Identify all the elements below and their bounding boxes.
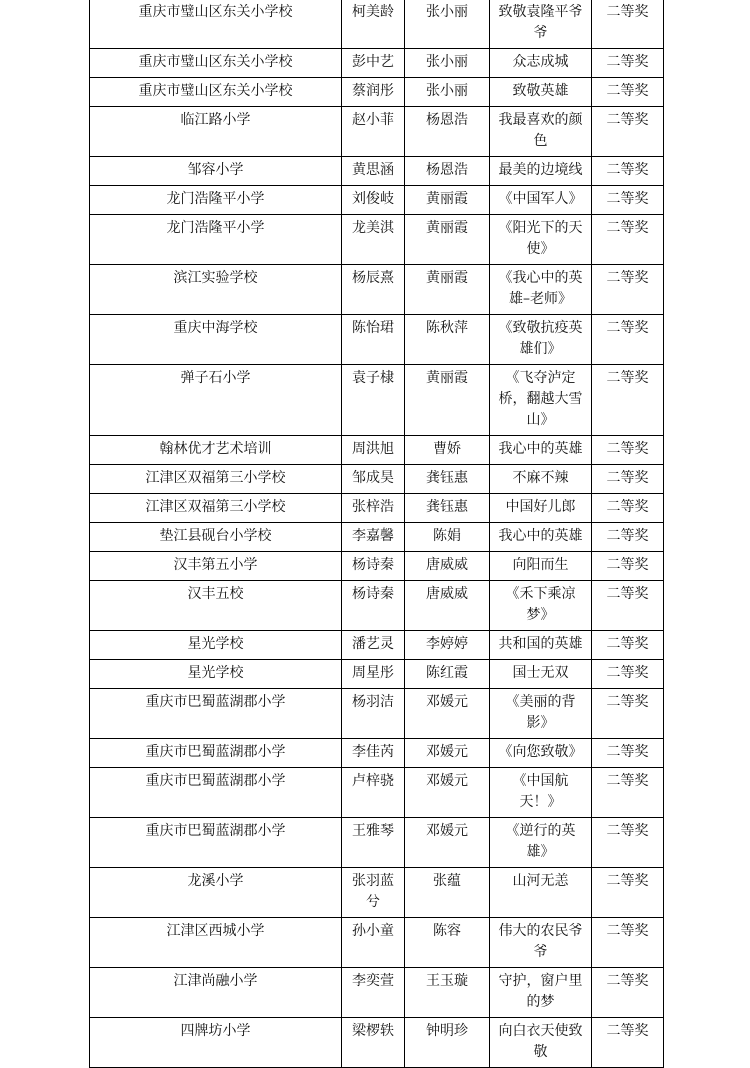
school-name-cell: 重庆市巴蜀蓝湖郡小学 (90, 689, 342, 739)
teacher-name-cell: 张小丽 (405, 78, 490, 107)
table-row (90, 689, 664, 739)
student-name-cell: 赵小菲 (342, 107, 405, 157)
teacher-name-cell: 王玉璇 (405, 968, 490, 1018)
award-level-cell: 二等奖 (592, 689, 664, 739)
artwork-title-cell: 向阳而生 (490, 552, 592, 581)
student-name-cell: 李佳芮 (342, 739, 405, 768)
table-row (90, 0, 664, 49)
school-name-cell: 星光学校 (90, 631, 342, 660)
school-name-cell: 四牌坊小学 (90, 1018, 342, 1068)
artwork-title-cell: 《向您致敬》 (490, 739, 592, 768)
award-level-cell: 二等奖 (592, 552, 664, 581)
teacher-name-cell: 钟明珍 (405, 1018, 490, 1068)
student-name-cell: 周洪旭 (342, 436, 405, 465)
student-name-cell: 王雅琴 (342, 818, 405, 868)
school-name-cell: 邹容小学 (90, 157, 342, 186)
teacher-name-cell: 杨恩浩 (405, 157, 490, 186)
student-name-cell: 杨诗秦 (342, 552, 405, 581)
school-name-cell: 龙溪小学 (90, 868, 342, 918)
school-name-cell: 重庆市巴蜀蓝湖郡小学 (90, 768, 342, 818)
school-name-cell: 翰林优才艺术培训 (90, 436, 342, 465)
table-row (90, 465, 664, 494)
table-row (90, 552, 664, 581)
teacher-name-cell: 龚钰惠 (405, 494, 490, 523)
teacher-name-cell: 黄丽霞 (405, 215, 490, 265)
school-name-cell: 滨江实验学校 (90, 265, 342, 315)
artwork-title-cell: 《美丽的背影》 (490, 689, 592, 739)
table-row (90, 157, 664, 186)
school-name-cell: 汉丰五校 (90, 581, 342, 631)
teacher-name-cell: 黄丽霞 (405, 365, 490, 436)
award-level-cell: 二等奖 (592, 107, 664, 157)
table-row (90, 768, 664, 818)
student-name-cell: 张梓浩 (342, 494, 405, 523)
artwork-title-cell: 《我心中的英雄–老师》 (490, 265, 592, 315)
school-name-cell: 江津区双福第三小学校 (90, 465, 342, 494)
teacher-name-cell: 邓媛元 (405, 689, 490, 739)
school-name-cell: 重庆市璧山区东关小学校 (90, 49, 342, 78)
table-row (90, 78, 664, 107)
award-level-cell: 二等奖 (592, 660, 664, 689)
award-level-cell: 二等奖 (592, 0, 664, 49)
teacher-name-cell: 黄丽霞 (405, 186, 490, 215)
table-row (90, 365, 664, 436)
school-name-cell: 重庆市璧山区东关小学校 (90, 0, 342, 49)
award-level-cell: 二等奖 (592, 157, 664, 186)
artwork-title-cell: 《中国军人》 (490, 186, 592, 215)
table-row (90, 49, 664, 78)
teacher-name-cell: 李婷婷 (405, 631, 490, 660)
artwork-title-cell: 伟大的农民爷爷 (490, 918, 592, 968)
table-row (90, 581, 664, 631)
teacher-name-cell: 张小丽 (405, 49, 490, 78)
artwork-title-cell: 向白衣天使致敬 (490, 1018, 592, 1068)
artwork-title-cell: 国士无双 (490, 660, 592, 689)
award-level-cell: 二等奖 (592, 494, 664, 523)
table-row (90, 107, 664, 157)
school-name-cell: 江津区双福第三小学校 (90, 494, 342, 523)
teacher-name-cell: 陈秋萍 (405, 315, 490, 365)
school-name-cell: 江津尚融小学 (90, 968, 342, 1018)
student-name-cell: 张羽蓝兮 (342, 868, 405, 918)
teacher-name-cell: 陈娟 (405, 523, 490, 552)
student-name-cell: 柯美龄 (342, 0, 405, 49)
table-row (90, 631, 664, 660)
teacher-name-cell: 张小丽 (405, 0, 490, 49)
teacher-name-cell: 杨恩浩 (405, 107, 490, 157)
award-list-sheet (89, 0, 664, 1068)
award-level-cell: 二等奖 (592, 868, 664, 918)
school-name-cell: 弹子石小学 (90, 365, 342, 436)
student-name-cell: 孙小童 (342, 918, 405, 968)
school-name-cell: 江津区西城小学 (90, 918, 342, 968)
table-row (90, 265, 664, 315)
award-level-cell: 二等奖 (592, 436, 664, 465)
teacher-name-cell: 邓媛元 (405, 768, 490, 818)
student-name-cell: 刘俊岐 (342, 186, 405, 215)
artwork-title-cell: 最美的边境线 (490, 157, 592, 186)
teacher-name-cell: 陈红霞 (405, 660, 490, 689)
teacher-name-cell: 唐威威 (405, 581, 490, 631)
award-level-cell: 二等奖 (592, 265, 664, 315)
artwork-title-cell: 《逆行的英雄》 (490, 818, 592, 868)
table-row (90, 315, 664, 365)
teacher-name-cell: 唐威威 (405, 552, 490, 581)
school-name-cell: 龙门浩隆平小学 (90, 215, 342, 265)
artwork-title-cell: 山河无恙 (490, 868, 592, 918)
award-level-cell: 二等奖 (592, 1018, 664, 1068)
teacher-name-cell: 张蕴 (405, 868, 490, 918)
student-name-cell: 杨辰熹 (342, 265, 405, 315)
artwork-title-cell: 不麻不辣 (490, 465, 592, 494)
award-level-cell: 二等奖 (592, 818, 664, 868)
student-name-cell: 李奕萱 (342, 968, 405, 1018)
student-name-cell: 周星彤 (342, 660, 405, 689)
artwork-title-cell: 众志成城 (490, 49, 592, 78)
school-name-cell: 临江路小学 (90, 107, 342, 157)
teacher-name-cell: 邓媛元 (405, 818, 490, 868)
artwork-title-cell: 我心中的英雄 (490, 523, 592, 552)
award-level-cell: 二等奖 (592, 768, 664, 818)
award-level-cell: 二等奖 (592, 186, 664, 215)
table-row (90, 494, 664, 523)
school-name-cell: 汉丰第五小学 (90, 552, 342, 581)
award-level-cell: 二等奖 (592, 918, 664, 968)
table-row (90, 818, 664, 868)
award-level-cell: 二等奖 (592, 523, 664, 552)
table-row (90, 215, 664, 265)
table-row (90, 523, 664, 552)
table-row (90, 436, 664, 465)
teacher-name-cell: 邓媛元 (405, 739, 490, 768)
artwork-title-cell: 《禾下乘凉梦》 (490, 581, 592, 631)
artwork-title-cell: 我心中的英雄 (490, 436, 592, 465)
award-level-cell: 二等奖 (592, 739, 664, 768)
teacher-name-cell: 龚钰惠 (405, 465, 490, 494)
table-row (90, 186, 664, 215)
table-row (90, 868, 664, 918)
artwork-title-cell: 中国好儿郎 (490, 494, 592, 523)
award-level-cell: 二等奖 (592, 78, 664, 107)
award-level-cell: 二等奖 (592, 215, 664, 265)
student-name-cell: 李嘉馨 (342, 523, 405, 552)
artwork-title-cell: 《飞夺泸定桥，翻越大雪山》 (490, 365, 592, 436)
table-row (90, 918, 664, 968)
artwork-title-cell: 《中国航天！》 (490, 768, 592, 818)
award-level-cell: 二等奖 (592, 365, 664, 436)
student-name-cell: 龙美淇 (342, 215, 405, 265)
artwork-title-cell: 《致敬抗疫英雄们》 (490, 315, 592, 365)
student-name-cell: 梁椤轶 (342, 1018, 405, 1068)
award-level-cell: 二等奖 (592, 581, 664, 631)
school-name-cell: 重庆中海学校 (90, 315, 342, 365)
award-level-cell: 二等奖 (592, 315, 664, 365)
artwork-title-cell: 我最喜欢的颜色 (490, 107, 592, 157)
table-row (90, 739, 664, 768)
school-name-cell: 重庆市巴蜀蓝湖郡小学 (90, 739, 342, 768)
artwork-title-cell: 《阳光下的天使》 (490, 215, 592, 265)
student-name-cell: 黄思涵 (342, 157, 405, 186)
table-row (90, 660, 664, 689)
school-name-cell: 重庆市巴蜀蓝湖郡小学 (90, 818, 342, 868)
school-name-cell: 龙门浩隆平小学 (90, 186, 342, 215)
student-name-cell: 陈怡珺 (342, 315, 405, 365)
table-row (90, 968, 664, 1018)
award-level-cell: 二等奖 (592, 631, 664, 660)
student-name-cell: 袁子棣 (342, 365, 405, 436)
teacher-name-cell: 曹娇 (405, 436, 490, 465)
award-table (89, 0, 664, 1068)
award-level-cell: 二等奖 (592, 465, 664, 494)
artwork-title-cell: 守护，窗户里的梦 (490, 968, 592, 1018)
school-name-cell: 垫江县砚台小学校 (90, 523, 342, 552)
student-name-cell: 蔡润彤 (342, 78, 405, 107)
student-name-cell: 杨羽洁 (342, 689, 405, 739)
teacher-name-cell: 黄丽霞 (405, 265, 490, 315)
award-level-cell: 二等奖 (592, 968, 664, 1018)
school-name-cell: 重庆市璧山区东关小学校 (90, 78, 342, 107)
award-level-cell: 二等奖 (592, 49, 664, 78)
table-row (90, 1018, 664, 1068)
student-name-cell: 潘艺灵 (342, 631, 405, 660)
award-table-body (90, 0, 664, 1068)
student-name-cell: 邹成昊 (342, 465, 405, 494)
student-name-cell: 卢梓骁 (342, 768, 405, 818)
student-name-cell: 杨诗秦 (342, 581, 405, 631)
artwork-title-cell: 致敬英雄 (490, 78, 592, 107)
school-name-cell: 星光学校 (90, 660, 342, 689)
artwork-title-cell: 致敬袁隆平爷爷 (490, 0, 592, 49)
artwork-title-cell: 共和国的英雄 (490, 631, 592, 660)
teacher-name-cell: 陈容 (405, 918, 490, 968)
student-name-cell: 彭中艺 (342, 49, 405, 78)
